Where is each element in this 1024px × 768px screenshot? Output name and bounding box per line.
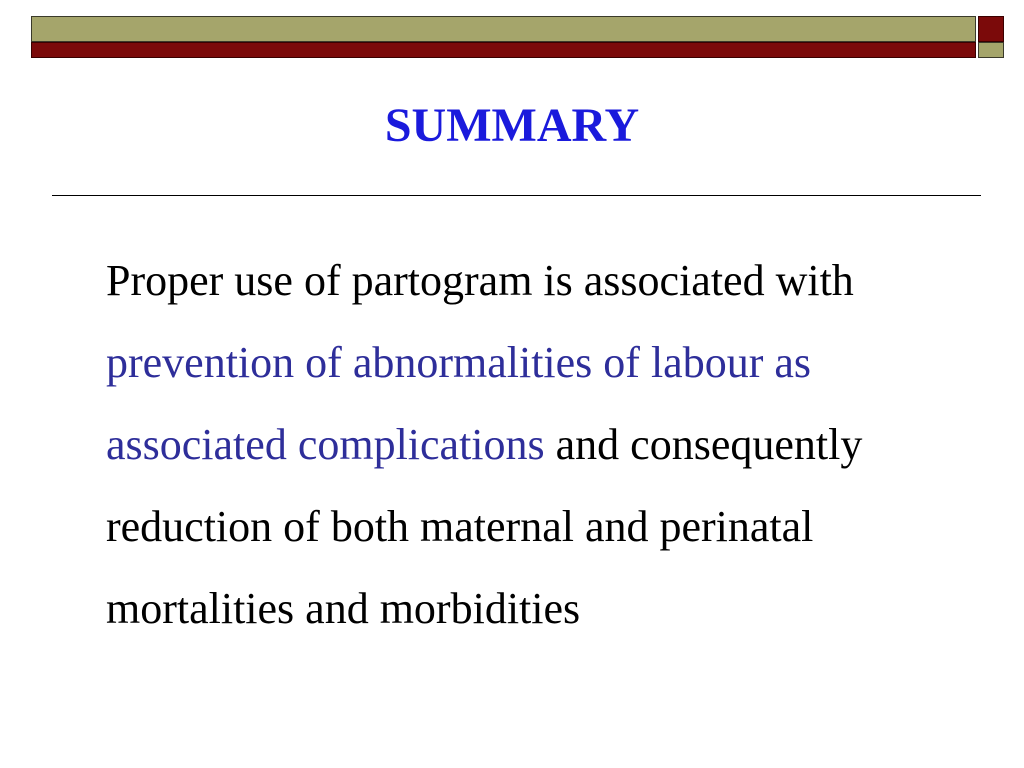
- banner-maroon-square: [978, 16, 1004, 42]
- summary-paragraph: [106, 240, 986, 650]
- title-divider: [52, 195, 981, 196]
- slide-title: SUMMARY: [384, 99, 640, 152]
- banner-maroon-bar: [31, 42, 976, 58]
- banner-olive-bar: [31, 16, 976, 42]
- summary-text-intro: Proper use of partogram is associated with: [106, 256, 854, 305]
- summary-text-conclusion: and consequently reduction of both maternal and perinatal mortalities and morbidities: [106, 420, 863, 633]
- banner-olive-square: [978, 42, 1004, 58]
- summary-text-highlight: prevention of abnormalities of labour as associated complications: [106, 338, 812, 469]
- header-banner: [31, 16, 1004, 58]
